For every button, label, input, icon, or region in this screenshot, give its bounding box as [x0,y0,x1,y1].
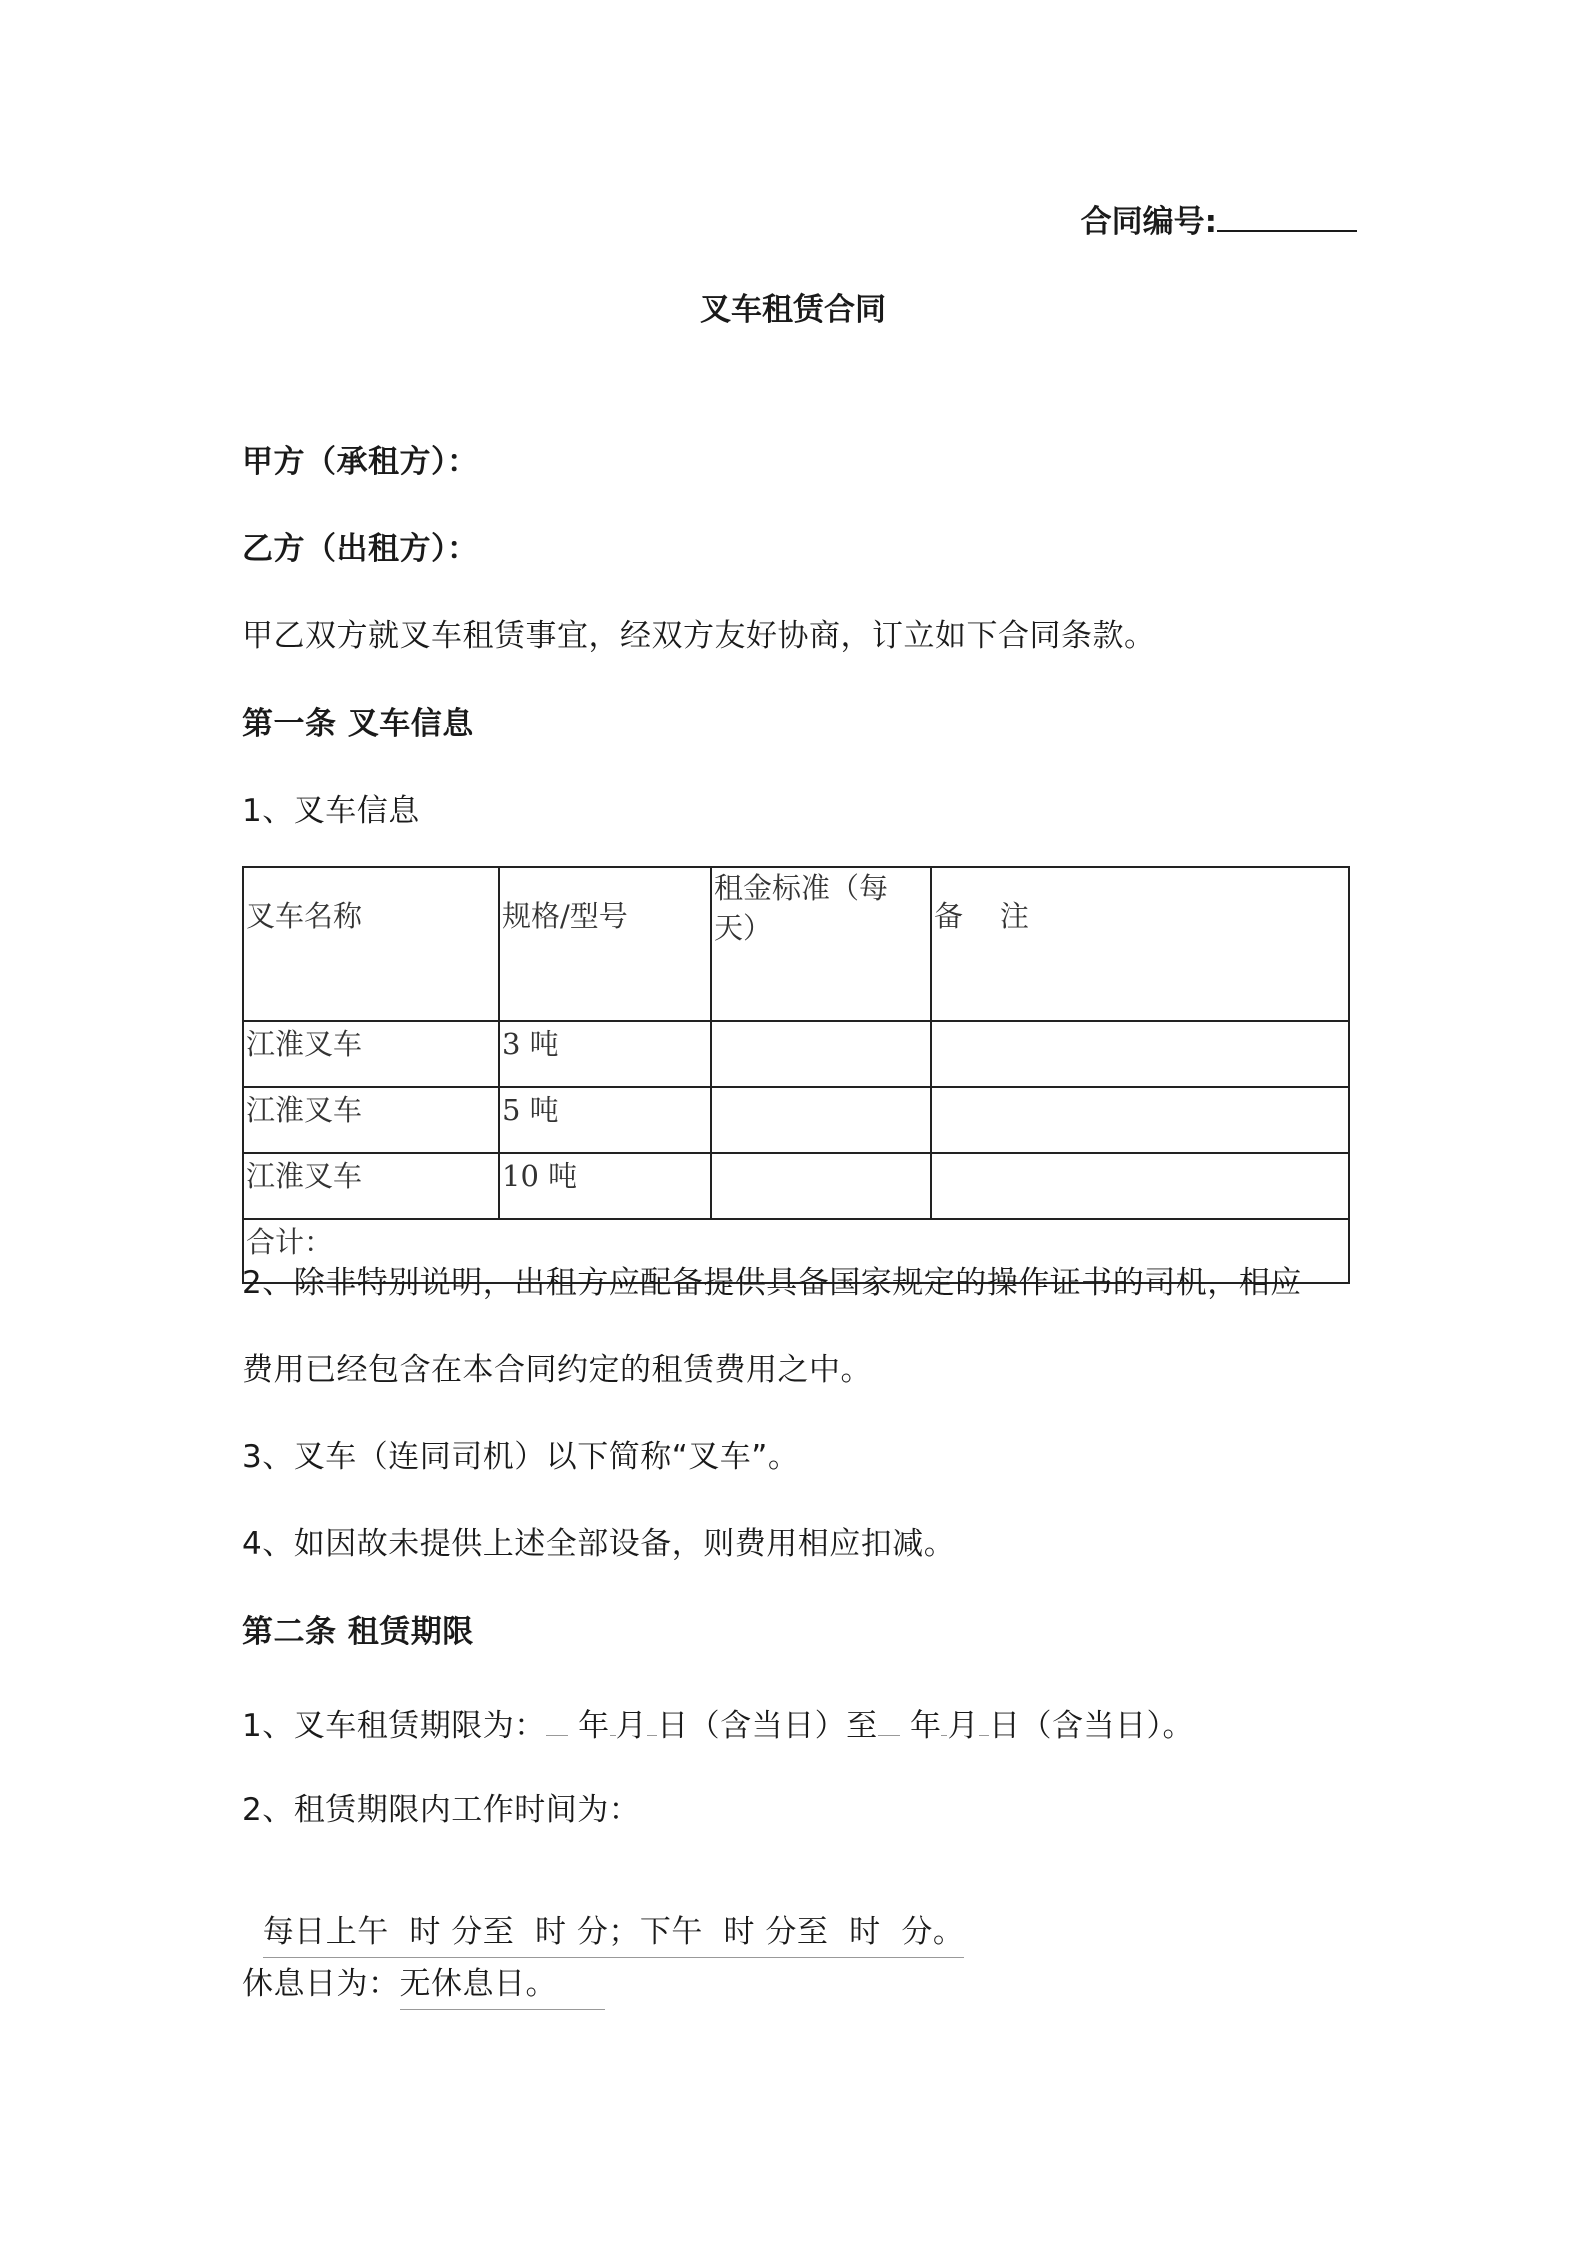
table-row [243,1087,1349,1153]
table-cell-note [931,1021,1349,1087]
work-hours-text: 每日上午 时 分至 时 分；下午 时 分至 时 分。 [263,1906,965,1958]
table-cell-name: 江淮叉车 [243,1087,499,1153]
forklift-info-table [242,866,1350,1284]
table-header-row [243,867,1349,1021]
article-1-item-2-line-1: 2、除非特别说明，出租方应配备提供具备国家规定的操作证书的司机，相应 [242,1265,1302,1301]
rent-header-line2: 天） [714,911,773,945]
table-cell-rent [711,1021,931,1087]
table-row [243,1153,1349,1219]
table-header-cell: 叉车名称 [243,867,499,1021]
rent-header-line1: 租金标准（每 [714,871,889,905]
contract-number [1081,196,1357,241]
table-cell-spec: 10 吨 [499,1153,711,1219]
article-1-item-2-line-2: 费用已经包含在本合同约定的租赁费用之中。 [242,1352,872,1388]
day2-blank [979,1711,989,1736]
rest-day-line [242,1958,605,2010]
contract-number-label: 合同编号: [1080,204,1217,240]
table-header-cell: 规格/型号 [499,867,711,1021]
rest-day-label: 休息日为： [242,1966,400,2002]
table-row [243,1021,1349,1087]
article-2-heading: 第二条 租赁期限 [242,1614,474,1650]
table-total-label: 合计： [243,1219,1349,1283]
party-b-label: 乙方（出租方）： [242,531,479,567]
year2-label: 年 [909,1708,942,1744]
table-cell-rent [711,1087,931,1153]
month2-label: 月 [947,1708,979,1744]
table-cell-spec: 3 吨 [499,1021,711,1087]
article-1-heading: 第一条 叉车信息 [242,706,474,742]
rest-day-value: 无休息日。 [400,1958,606,2010]
contract-number-blank [1217,204,1357,232]
table-cell-rent [711,1153,931,1219]
article-1-item-4: 4、如因故未提供上述全部设备，则费用相应扣减。 [242,1526,956,1562]
table-cell-name: 江淮叉车 [243,1153,499,1219]
table-cell-spec: 5 吨 [499,1087,711,1153]
month-label: 月 [615,1708,648,1744]
table-cell-name: 江淮叉车 [243,1021,499,1087]
article-1-item-3: 3、叉车（连同司机）以下简称“叉车”。 [242,1439,800,1475]
table-cell-note [931,1087,1349,1153]
day-blank [647,1711,657,1736]
document-title: 叉车租赁合同 [700,292,886,328]
article-1-item-1: 1、叉车信息 [242,793,420,829]
table-cell-note [931,1153,1349,1219]
year-blank [546,1711,568,1736]
table-header-cell: 备 注 [931,867,1349,1021]
year-label: 年 [578,1708,610,1744]
intro-paragraph: 甲乙双方就叉车租赁事宜，经双方友好协商，订立如下合同条款。 [242,618,1156,654]
work-hours-line [242,1870,964,1958]
lease-term-prefix: 1、叉车租赁期限为： [242,1708,546,1744]
article-2-item-2: 2、租赁期限内工作时间为： [242,1792,641,1828]
article-2-item-1 [242,1700,1194,1745]
day-label: 日（含当日）至 [657,1708,878,1744]
table-header-cell [711,867,931,1021]
year2-blank [878,1711,900,1736]
party-a-label: 甲方（承租方）： [242,444,479,480]
day2-label: 日（含当日）。 [988,1708,1194,1744]
